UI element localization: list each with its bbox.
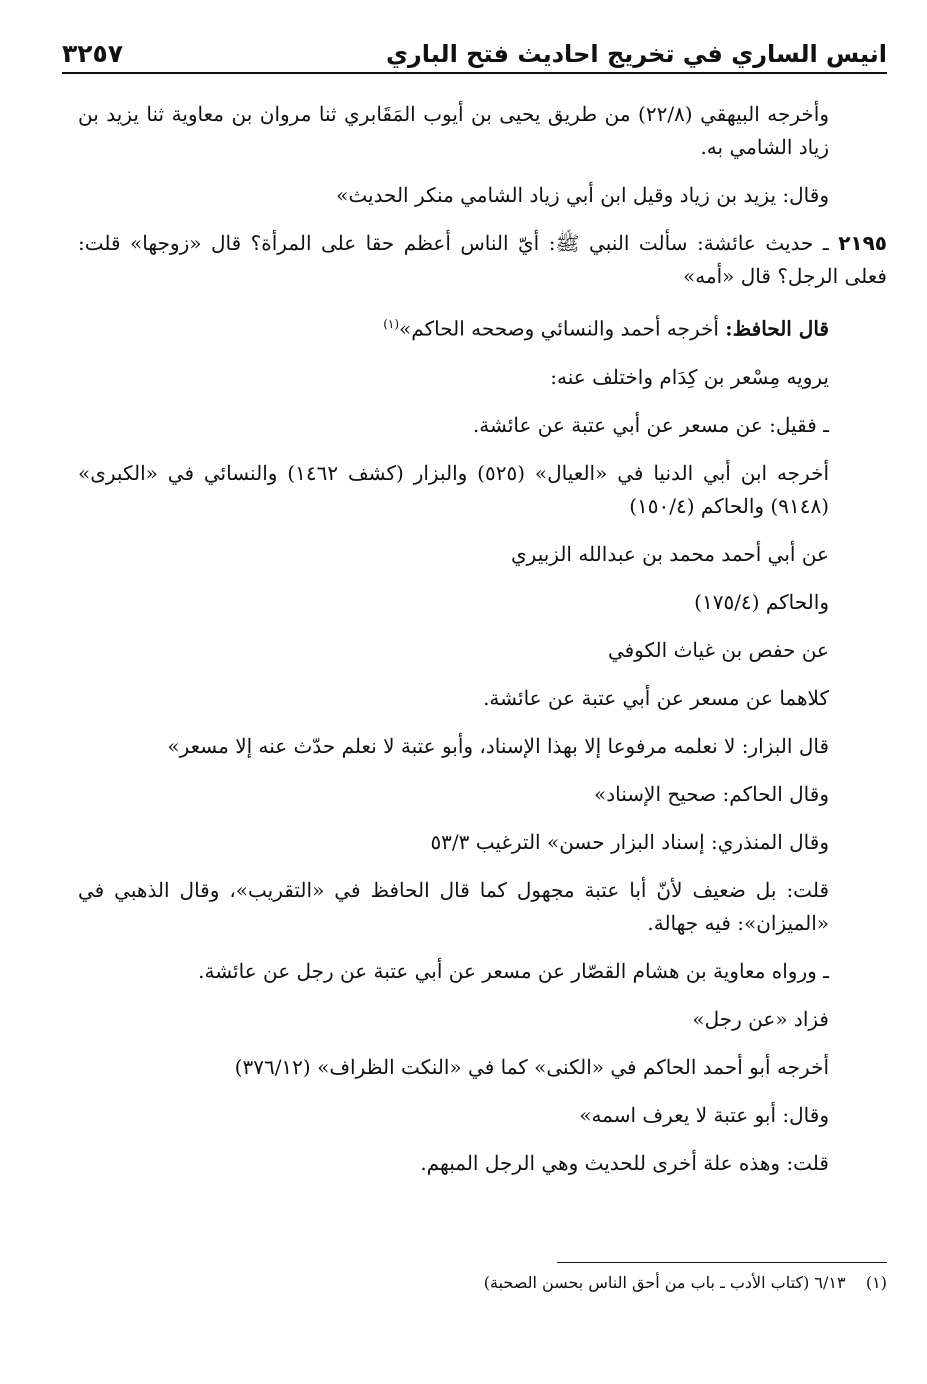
paragraph: وقال: يزيد بن زياد وقيل ابن أبي زياد الشامي منكر الحديث» bbox=[336, 183, 829, 207]
book-title: انيس الساري في تخريج احاديث فتح الباري bbox=[385, 40, 887, 68]
paragraph: كلاهما عن مسعر عن أبي عتبة عن عائشة. bbox=[483, 685, 829, 710]
paragraph: ـ ورواه معاوية بن هشام القصّار عن مسعر عن أبي عتبة عن رجل عن عائشة. bbox=[198, 958, 829, 983]
paragraph: أخرجه ابن أبي الدنيا في «العيال» (٥٢٥) والبزار (كشف ١٤٦٢) والنسائي في «الكبرى» (٩١٤٨) والحاكم (١٥٠/٤) bbox=[78, 460, 830, 518]
paragraph: أخرجه أبو أحمد الحاكم في «الكنى» كما في «النكت الظراف» (٣٧٦/١٢) bbox=[234, 1054, 829, 1079]
paragraph: فزاد «عن رجل» bbox=[692, 1006, 829, 1031]
paragraph: وقال المنذري: إسناد البزار حسن» الترغيب ٥٣/٣ bbox=[430, 829, 829, 854]
hadith-number: ٢١٩٥ bbox=[838, 231, 888, 255]
hadith-text: ـ حديث عائشة: سألت النبي ﷺ: أيّ الناس أعظم حقا على المرأة؟ قال «زوجها» قلت: فعلى الرجل؟ قال «أمه» bbox=[78, 231, 887, 288]
paragraph: وقال: أبو عتبة لا يعرف اسمه» bbox=[579, 1102, 829, 1127]
hafiz-text: أخرجه أحمد والنسائي وصححه الحاكم» bbox=[399, 316, 719, 341]
running-header bbox=[62, 30, 887, 74]
paragraph: وقال الحاكم: صحيح الإسناد» bbox=[594, 781, 829, 806]
page-number: ٣٢٥٧ bbox=[62, 39, 124, 68]
footnote-mark: (١) bbox=[865, 1273, 887, 1292]
paragraph: عن أبي أحمد محمد بن عبدالله الزبيري bbox=[511, 541, 829, 566]
footnote bbox=[78, 1268, 887, 1298]
paragraph: قلت: وهذه علة أخرى للحديث وهي الرجل المبهم. bbox=[420, 1150, 829, 1175]
footnote-text: ٦/١٣ (كتاب الأدب ـ باب من أحق الناس بحسن الصحبة) bbox=[483, 1273, 846, 1292]
main-text bbox=[78, 98, 887, 1195]
paragraph: يرويه مِسْعر بن كِدَام واختلف عنه: bbox=[550, 364, 829, 389]
paragraph bbox=[78, 308, 887, 346]
paragraph: وأخرجه البيهقي (٢٢/٨) من طريق يحيى بن أيوب المَقَابري ثنا مروان بن معاوية ثنا يزيد بن زياد الشامي به. bbox=[78, 102, 829, 159]
hafiz-label: قال الحافظ: bbox=[725, 316, 829, 341]
paragraph: والحاكم (١٧٥/٤) bbox=[694, 589, 829, 614]
paragraph: عن حفص بن غياث الكوفي bbox=[607, 637, 829, 662]
paragraph: قال البزار: لا نعلمه مرفوعا إلا بهذا الإسناد، وأبو عتبة لا نعلم حدّث عنه إلا مسعر» bbox=[167, 733, 829, 758]
footnote-separator bbox=[557, 1262, 887, 1263]
footnote-reference: (١) bbox=[383, 317, 400, 331]
paragraph: ـ فقيل: عن مسعر عن أبي عتبة عن عائشة. bbox=[472, 412, 829, 437]
paragraph: قلت: بل ضعيف لأنّ أبا عتبة مجهول كما قال الحافظ في «التقريب»، وقال الذهبي في «الميزان»: فيه جهالة. bbox=[78, 877, 829, 935]
hadith-entry bbox=[78, 227, 887, 293]
